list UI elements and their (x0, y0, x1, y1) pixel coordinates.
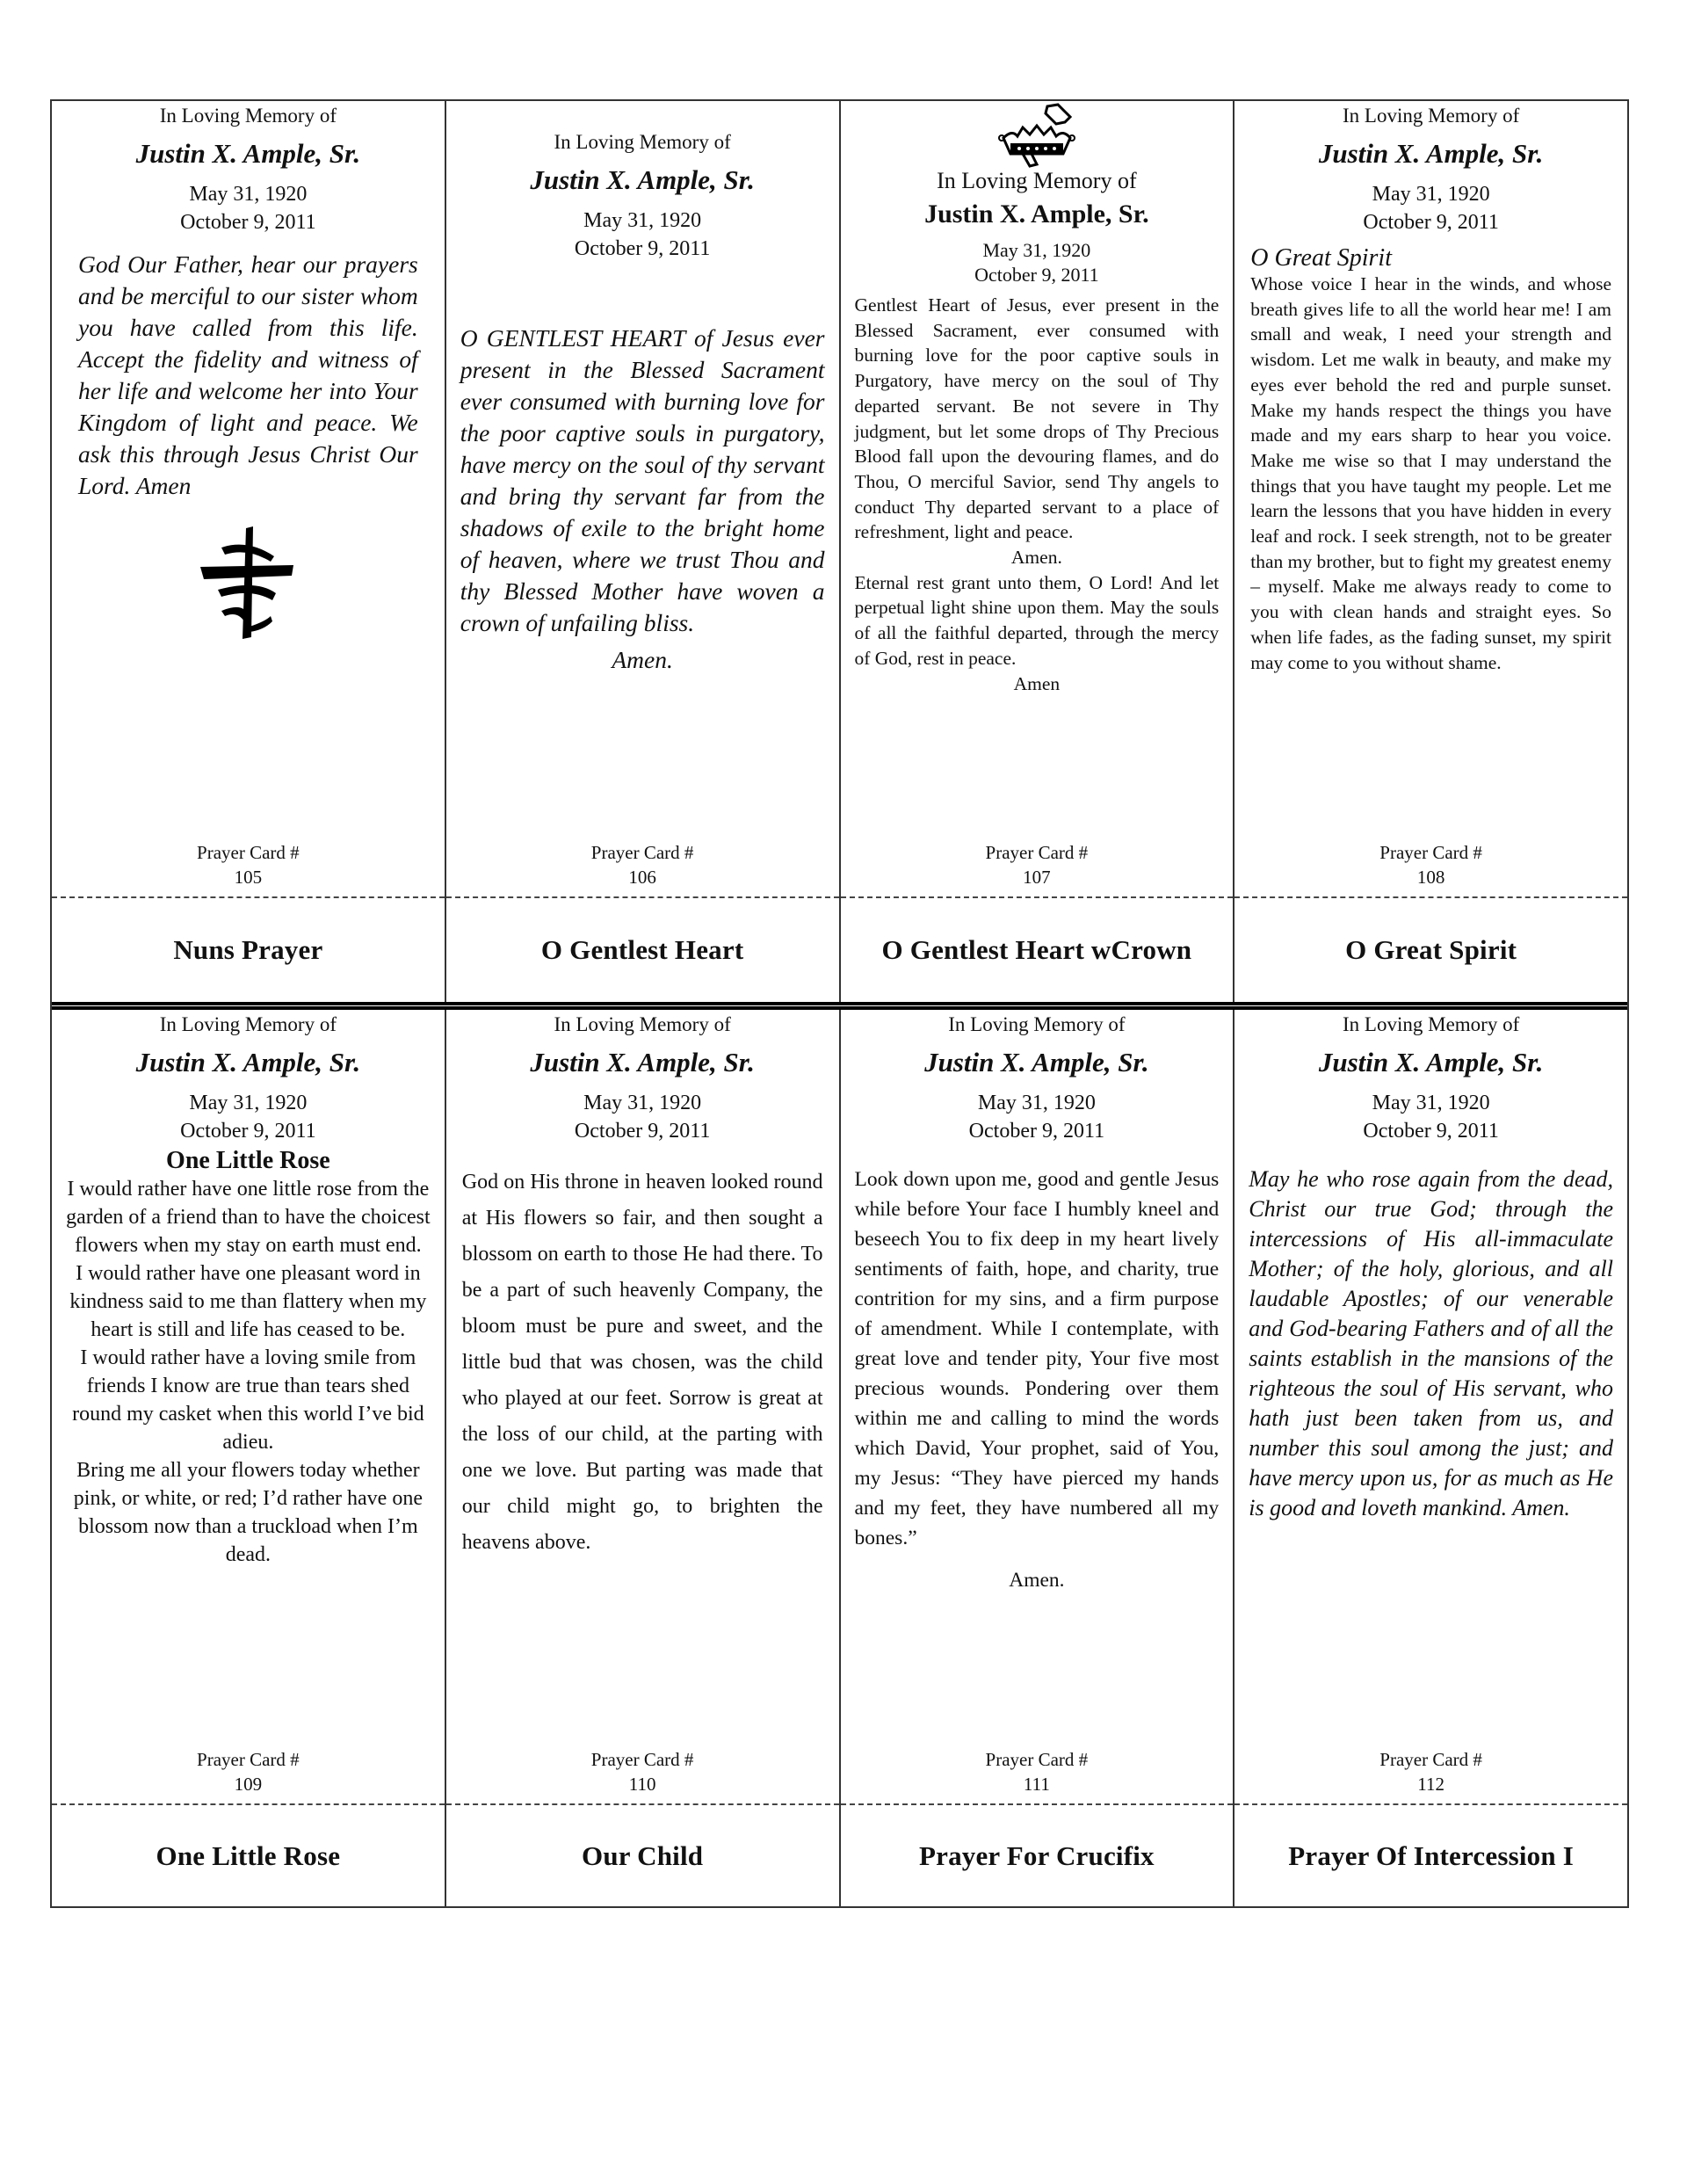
prayer-card-105 (52, 101, 446, 1002)
in-loving-memory-heading: In Loving Memory of (1343, 105, 1520, 127)
prayer-card-110 (446, 1010, 841, 1906)
card-number-label: Prayer Card # (1379, 842, 1482, 863)
card-face (1234, 1010, 1627, 1803)
card-number-value: 112 (1417, 1774, 1444, 1795)
top-row (52, 101, 1627, 1002)
birth-date: May 31, 1920 (189, 1092, 308, 1114)
prayer-subtitle: One Little Rose (166, 1147, 330, 1174)
life-dates (1247, 180, 1615, 236)
card-number-value: 106 (628, 867, 656, 888)
prayer-card-sheet (50, 99, 1629, 1908)
card-number-value: 107 (1023, 867, 1051, 888)
prayer-text: Look down upon me, good and gentle Jesus while before Your face I humbly kneel and beseech You to fix deep in my heart lively sentiments of faith, hope, and charity, true contrition for my sins, and a firm purpose of amendment. While I contemplate, with great love and tender pity, Your five most precious wounds. Pondering over them within me and calling to mind the words which David, Your prophet, said of You, my Jesus: “They have pierced my hands and my feet, they have numbered all my bones.” (854, 1168, 1220, 1549)
death-date: October 9, 2011 (968, 1120, 1105, 1143)
prayer-card-111 (841, 1010, 1235, 1906)
prayer-closing: Amen. (612, 646, 673, 673)
card-title-label: Prayer Of Intercession I (1234, 1803, 1627, 1906)
in-loving-memory-heading: In Loving Memory of (554, 131, 731, 153)
poem-stanza: I would rather have one pleasant word in kindness said to me than flattery when my heart is still and life has ceased to be. (69, 1262, 427, 1341)
prayer-card-108 (1234, 101, 1627, 1002)
life-dates (459, 1089, 827, 1145)
deceased-name: Justin X. Ample, Sr. (924, 200, 1149, 229)
deceased-name: Justin X. Ample, Sr. (530, 164, 755, 195)
card-title-label: One Little Rose (52, 1803, 445, 1906)
card-number-value: 105 (234, 867, 263, 888)
poem-stanza: I would rather have one little rose from the garden of a friend than to have the choicest flowers when my stay on earth must end. (66, 1178, 431, 1257)
bottom-row (52, 1010, 1627, 1906)
deceased-name: Justin X. Ample, Sr. (135, 1047, 361, 1077)
birth-date: May 31, 1920 (1372, 1092, 1490, 1114)
card-number (841, 1747, 1234, 1796)
in-loving-memory-heading: In Loving Memory of (159, 1013, 337, 1035)
prayer-closing: Amen. (1009, 1569, 1065, 1592)
card-face (1234, 101, 1627, 896)
prayer-text: Gentlest Heart of Jesus, ever present in the Blessed Sacrament, ever consumed with burning love for the poor captive souls in Purgatory, have mercy on the soul of Thy departed servant. Be not severe in Thy judgment, but let some drops of Thy Precious Blood fall upon the devouring flames, and do Thou, O merciful Savior, send Thy angels to conduct Thy departed servant to a place of refreshment, light and peace. (854, 294, 1220, 543)
poem-stanza: I would rather have a loving smile from friends I know are true than tears shed round my casket when this world I’ve bid adieu. (72, 1346, 424, 1454)
in-loving-memory-heading: In Loving Memory of (937, 168, 1137, 193)
in-loving-memory-heading: In Loving Memory of (554, 1013, 731, 1035)
life-dates (1247, 1089, 1615, 1145)
in-loving-memory-heading: In Loving Memory of (1343, 1013, 1520, 1035)
card-number-label: Prayer Card # (1379, 1749, 1482, 1770)
deceased-name: Justin X. Ample, Sr. (530, 1047, 755, 1077)
card-title-label: O Great Spirit (1234, 896, 1627, 1002)
deceased-name: Justin X. Ample, Sr. (924, 1047, 1149, 1077)
card-number-label: Prayer Card # (197, 842, 300, 863)
card-title-label: Prayer For Crucifix (841, 1803, 1234, 1906)
birth-date: May 31, 1920 (1372, 183, 1490, 206)
birth-date: May 31, 1920 (583, 209, 702, 232)
life-dates (459, 207, 827, 263)
prayer-card-106 (446, 101, 841, 1002)
birth-date: May 31, 1920 (189, 183, 308, 206)
card-title-label: Our Child (446, 1803, 839, 1906)
card-number (52, 1747, 445, 1796)
card-title-label: O Gentlest Heart (446, 896, 839, 1002)
card-face (446, 101, 839, 896)
death-date: October 9, 2011 (574, 1120, 711, 1143)
card-number-label: Prayer Card # (197, 1749, 300, 1770)
death-date: October 9, 2011 (1363, 211, 1499, 234)
card-title-label: Nuns Prayer (52, 896, 445, 1002)
death-date: October 9, 2011 (574, 237, 711, 260)
card-number-value: 109 (234, 1774, 263, 1795)
card-number-value: 108 (1416, 867, 1445, 888)
prayer-card-112 (1234, 1010, 1627, 1906)
card-number-label: Prayer Card # (590, 842, 694, 863)
birth-date: May 31, 1920 (583, 1092, 702, 1114)
prayer-text: May he who rose again from the dead, Christ our true God; through the intercessions of His all-immaculate Mother; of the holy, glorious, and all laudable Apostles; of our venerable and God-bearing Fathers and of all the saints establish in the mansions of the righteous the soul of His servant, who hath just been taken from us, and number this soul among the just; and have mercy upon us, for as much as He is good and loveth mankind. Amen. (1249, 1166, 1613, 1520)
birth-date: May 31, 1920 (982, 239, 1091, 261)
birth-date: May 31, 1920 (977, 1092, 1096, 1114)
deceased-name: Justin X. Ample, Sr. (1318, 138, 1544, 169)
life-dates (64, 1089, 432, 1145)
card-face (446, 1010, 839, 1803)
deceased-name: Justin X. Ample, Sr. (1318, 1047, 1544, 1077)
cross-icon (64, 523, 432, 646)
row-divider (52, 1002, 1627, 1010)
card-title-label: O Gentlest Heart wCrown (841, 896, 1234, 1002)
card-face (841, 1010, 1234, 1803)
card-number (1234, 840, 1627, 889)
card-face (52, 101, 445, 896)
prayer-text: God on His throne in heaven looked round at His flowers so fair, and then sought a blossom on earth to those He had there. To be a part of such heavenly Company, the bloom must be pure and sweet, and the little bud that was chosen, was the child who played at our feet. Sorrow is great at the loss of our child, at the parting with one we love. But parting was made that our child might go, to brighten the heavens above. (461, 1171, 823, 1554)
life-dates (64, 180, 432, 236)
card-number-value: 111 (1023, 1774, 1050, 1795)
death-date: October 9, 2011 (1363, 1120, 1499, 1143)
prayer-text: God Our Father, hear our prayers and be merciful to our sister whom you have called from this life. Accept the fidelity and witness of her life and welcome her into Your Kingdom of light and peace. We ask this through Jesus Christ Our Lord. Amen (78, 250, 418, 499)
card-number-value: 110 (628, 1774, 656, 1795)
prayer-closing-secondary: Amen (1013, 672, 1061, 694)
prayer-card-107 (841, 101, 1235, 1002)
card-number-label: Prayer Card # (985, 1749, 1089, 1770)
in-loving-memory-heading: In Loving Memory of (948, 1013, 1126, 1035)
card-face (841, 101, 1234, 896)
crown-icon (853, 103, 1221, 168)
poem-stanza: Bring me all your flowers today whether pink, or white, or red; I’d rather have one blossom now than a truckload when I’m dead. (73, 1459, 423, 1566)
card-number-label: Prayer Card # (985, 842, 1089, 863)
prayer-subtitle: O Great Spirit (1250, 244, 1392, 272)
prayer-card-109 (52, 1010, 446, 1906)
card-number (841, 840, 1234, 889)
death-date: October 9, 2011 (180, 211, 316, 234)
card-number (446, 840, 839, 889)
in-loving-memory-heading: In Loving Memory of (159, 105, 337, 127)
prayer-text: O GENTLEST HEART of Jesus ever present in the Blessed Sacrament ever consumed with burning love for the poor captive souls in purgatory, have mercy on the soul of thy servant and bring thy servant far from the shadows of exile to the bright home of heaven, where we trust Thou and thy Blessed Mother have woven a crown of unfailing bliss. (460, 324, 825, 636)
card-number (1234, 1747, 1627, 1796)
prayer-closing: Amen. (1010, 547, 1062, 569)
prayer-text-secondary: Eternal rest grant unto them, O Lord! And let perpetual light shine upon them. May the souls of all the faithful departed, through the mercy of God, rest in peace. (854, 571, 1220, 669)
life-dates (853, 1089, 1221, 1145)
deceased-name: Justin X. Ample, Sr. (135, 138, 361, 169)
card-number (52, 840, 445, 889)
card-number (446, 1747, 839, 1796)
death-date: October 9, 2011 (974, 264, 1099, 286)
card-face (52, 1010, 445, 1803)
prayer-text: Whose voice I hear in the winds, and whose breath gives life to all the world hear me! I am small and weak, I need your strength and wisdom. Let me walk in beauty, and make my eyes ever behold the red and purple sunset. Make my hands respect the things you have made and my ears sharp to hear you voice. Make me wise so that I may understand the things that you have taught my people. Let me learn the lessons that you have hidden in every leaf and rock. I seek strength, not to be greater than my brother, but to fight my greatest enemy – myself. Make me always ready to come to you with clean hands and straight eyes. So when life fades, as the fading sunset, my spirit may come to you without shame. (1250, 273, 1611, 673)
card-number-label: Prayer Card # (590, 1749, 694, 1770)
life-dates (853, 238, 1221, 287)
death-date: October 9, 2011 (180, 1120, 316, 1143)
